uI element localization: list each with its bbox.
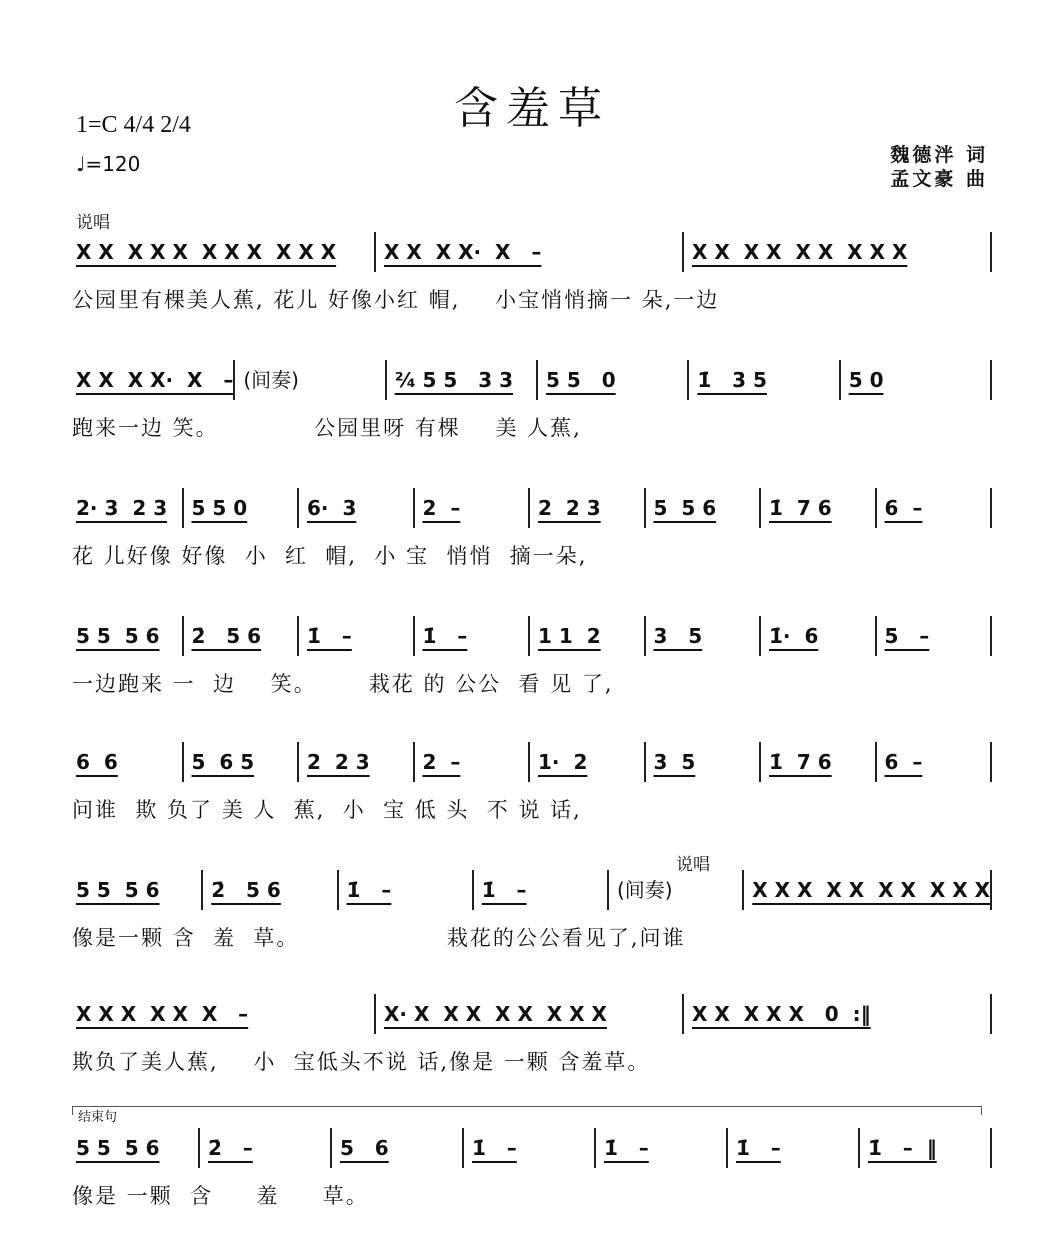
- measure: 5 5 6: [644, 488, 760, 528]
- measure: 5 0: [839, 360, 990, 400]
- lyrics-line: 跑来一边 笑。 公园里呀 有棵 美 人蕉,: [72, 416, 582, 440]
- score-line: [72, 870, 992, 952]
- notes-staff: [72, 742, 992, 782]
- score-line: [72, 1128, 992, 1210]
- key-signature: 1=C 4/4 2/4: [76, 112, 191, 138]
- measure: 2· 3 2 3: [76, 496, 168, 520]
- measure: 6 –: [875, 742, 991, 782]
- measure: 1 1 2: [528, 616, 644, 656]
- measure: 3 5: [644, 616, 760, 656]
- score-line: [72, 232, 992, 314]
- measure: 1̇ – ‖: [858, 1128, 990, 1168]
- measure: X· X X X X X X X X: [374, 994, 682, 1034]
- measure: 5 6 5: [182, 742, 298, 782]
- measure: 2̇ 5 6: [201, 870, 336, 910]
- measure: 5 5 5 6: [76, 878, 160, 902]
- measure: 1̇ –: [726, 1128, 858, 1168]
- measure: 6 6: [76, 750, 118, 774]
- measure: 2 –: [413, 742, 529, 782]
- measure: X X X X X X X X X X X: [76, 240, 337, 264]
- notes-staff: [72, 360, 992, 400]
- composer-credit: 孟文豪 曲: [890, 168, 988, 190]
- measure: 1̇ –: [462, 1128, 594, 1168]
- lyrics-line: 像是 一颗 含 羞 草。: [72, 1184, 369, 1208]
- measure: 1̇· 6: [759, 616, 875, 656]
- measure: 6· 3: [297, 488, 413, 528]
- notes-staff: [72, 994, 992, 1034]
- lyrics-line: 一边跑来 一 边 笑。 栽花 的 公公 看 见 了,: [72, 672, 614, 696]
- song-title: 含羞草: [454, 83, 610, 134]
- notes-staff: [72, 616, 992, 656]
- measure: 6 –: [875, 488, 991, 528]
- measure: X X X X X 0 :‖: [682, 994, 990, 1034]
- measure: 5 5 0: [536, 360, 687, 400]
- measure: 1̇ 7 6: [759, 742, 875, 782]
- measure: 5 6: [330, 1128, 462, 1168]
- lyrics-line: 公园里有棵美人蕉, 花儿 好像小红 帽, 小宝悄悄摘一 朵,一边: [72, 288, 720, 312]
- notes-staff: [72, 488, 992, 528]
- measure: 2 2 3: [528, 488, 644, 528]
- measure: 1̇ 7 6: [759, 488, 875, 528]
- measure: ²⁄₄ 5 5 3 3: [385, 360, 536, 400]
- measure: 1· 2: [528, 742, 644, 782]
- lyricist-credit: 魏德泮 词: [890, 144, 988, 166]
- lyrics-line: 花 儿好像 好像 小 红 帽, 小 宝 悄悄 摘一朵,: [72, 544, 588, 568]
- measure: 3 5: [644, 742, 760, 782]
- measure: X X X X· X –: [374, 232, 682, 272]
- measure: 5 5 5 6: [76, 1136, 160, 1160]
- score-line: [72, 742, 992, 824]
- measure: 2̇ –: [198, 1128, 330, 1168]
- measure: 1̇ –: [472, 870, 607, 910]
- measure: 1̇ –: [297, 616, 413, 656]
- notes-staff: [72, 232, 992, 272]
- measure: 5 5 0: [182, 488, 298, 528]
- measure: 2̇ 5 6: [182, 616, 298, 656]
- measure: 2 –: [413, 488, 529, 528]
- score-line: [72, 994, 992, 1076]
- rap-label: 说唱: [76, 213, 110, 233]
- measure: X X X X X X X X X: [682, 232, 990, 272]
- measure: 1̇ –: [337, 870, 472, 910]
- notes-staff: [72, 870, 992, 910]
- lyrics-line: 欺负了美人蕉, 小 宝低头不说 话,像是 一颗 含羞草。: [72, 1050, 651, 1074]
- score-line: [72, 616, 992, 698]
- lyrics-line: 问谁 欺 负了 美 人 蕉, 小 宝 低 头 不 说 话,: [72, 798, 582, 822]
- notes-staff: [72, 1128, 992, 1168]
- measure: X X X X· X –: [76, 368, 234, 392]
- measure: (间奏): [607, 870, 742, 910]
- score-line: [72, 360, 992, 442]
- rap-label-2: 说唱: [676, 855, 710, 875]
- measure: X X X X X X –: [76, 1002, 249, 1026]
- ending-bracket: [72, 1106, 982, 1115]
- measure: 1̇ 3 5: [687, 360, 838, 400]
- lyrics-line: 像是一颗 含 羞 草。 栽花的公公看见了,问谁: [72, 926, 686, 950]
- measure: 2 2 3: [297, 742, 413, 782]
- measure: 5 –: [875, 616, 991, 656]
- measure: 1̇ –: [594, 1128, 726, 1168]
- tempo-marking: ♩=120: [76, 152, 141, 176]
- measure: (间奏): [233, 360, 384, 400]
- measure: 1̇ –: [413, 616, 529, 656]
- measure: 5 5 5 6: [76, 624, 160, 648]
- ending-label: 结束句: [78, 1110, 118, 1125]
- score-line: [72, 488, 992, 570]
- measure: X X X X X X X X X X: [742, 870, 990, 910]
